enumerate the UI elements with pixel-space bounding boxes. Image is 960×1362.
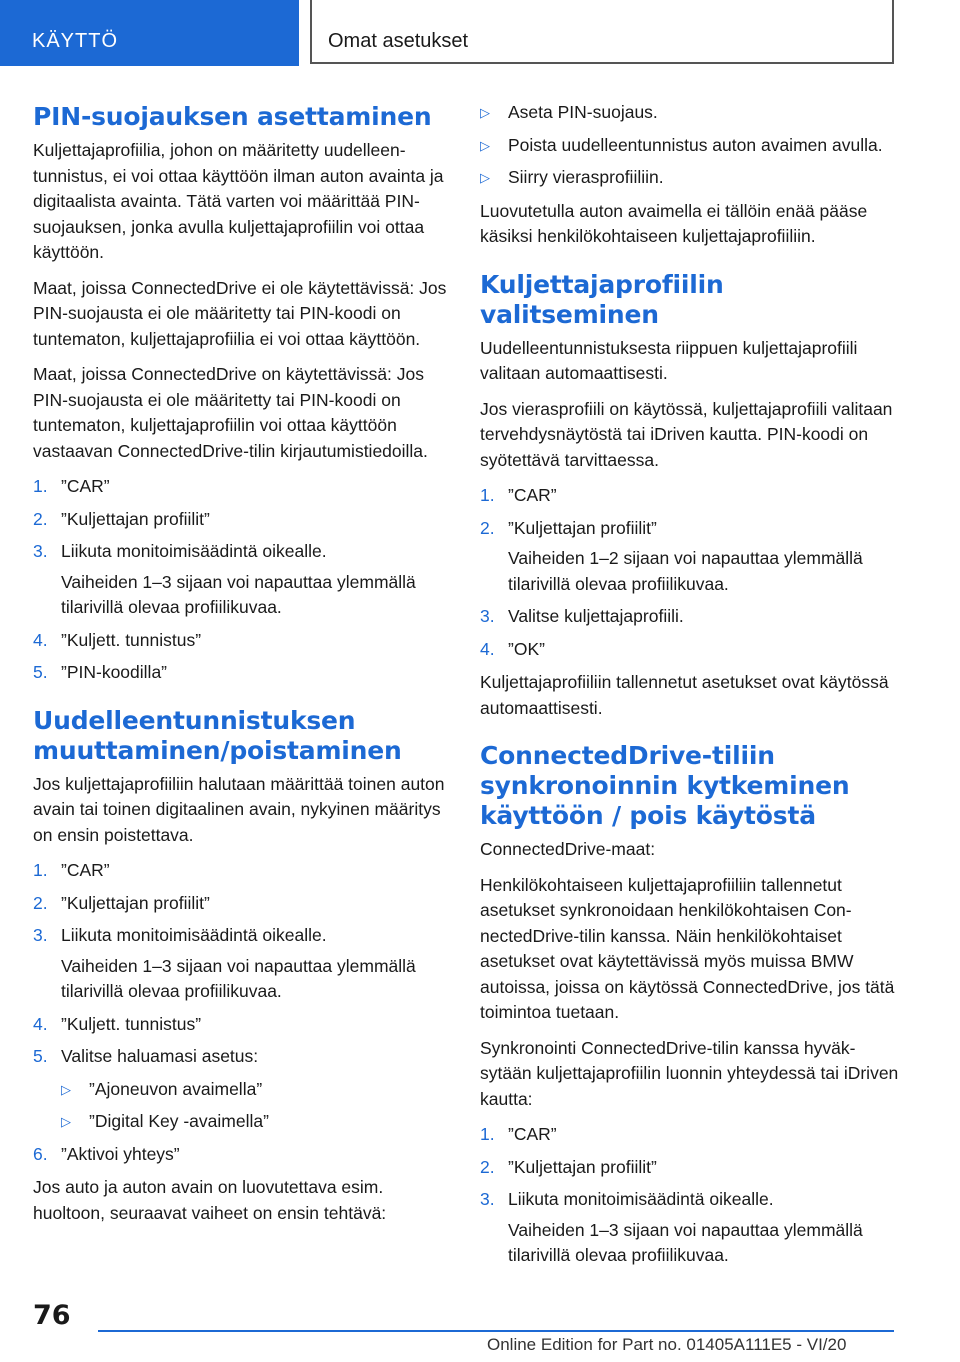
- step-text: ”Kuljett. tunnistus”: [61, 629, 202, 650]
- list-item: [480, 604, 900, 630]
- paragraph: Jos auto ja auton avain on luovutettava esim. huoltoon, seuraavat vaiheet on ensin tehtävä:: [33, 1177, 387, 1223]
- list-item: [33, 858, 453, 884]
- list-item: [480, 133, 900, 159]
- page-header: [0, 0, 960, 66]
- step-note: Vaiheiden 1–3 sijaan voi napauttaa ylemmällä tilarivillä olevaa profiilikuvaa.: [61, 571, 416, 617]
- step-text: ”Kuljettajan profiilit”: [61, 892, 210, 913]
- paragraph: Luovutetulla auton avaimella ei tällöin enää pääse käsiksi henkilökohtaiseen kuljettajaprofiiliin.: [480, 200, 868, 246]
- heading-connecteddrive-sync: ConnectedDrive-tiliin synkronoinnin kytkeminen käyttöön / pois käytöstä: [480, 741, 850, 830]
- left-column: [33, 102, 453, 1236]
- paragraph: Uudelleentunnistuksesta riippuen kuljettajaprofiili valitaan automaattisesti.: [480, 337, 858, 383]
- step-number: 4.: [33, 629, 48, 650]
- step-number: 5.: [33, 1046, 48, 1066]
- step-text: ”PIN-koodilla”: [61, 662, 167, 682]
- triangle-bullet-icon: ▷: [480, 170, 490, 185]
- list-item: [480, 637, 900, 663]
- footer-divider: [98, 1330, 894, 1332]
- list-item: [33, 923, 453, 949]
- step-text: ”Aktivoi yhteys”: [61, 1143, 180, 1164]
- chapter-title: Omat asetukset: [328, 30, 469, 52]
- list-item: [480, 483, 900, 509]
- step-text: Valitse kuljettajaprofiili.: [508, 606, 684, 626]
- paragraph: ConnectedDrive-maat:: [480, 839, 656, 859]
- step-text: ”CAR”: [508, 1124, 557, 1144]
- edition-note: Online Edition for Part no. 01405A111E5 - VI/20: [487, 1335, 847, 1354]
- step-text: Valitse haluamasi asetus:: [61, 1046, 259, 1066]
- step-number: 1.: [480, 1124, 495, 1144]
- heading-pin-protection: PIN-suojauksen asettaminen: [33, 102, 432, 131]
- sub-list-item: [33, 1109, 453, 1135]
- list-item: [33, 539, 453, 565]
- steps-list: [33, 474, 453, 686]
- triangle-bullet-icon: ▷: [61, 1081, 71, 1097]
- step-number: 6.: [33, 1143, 48, 1164]
- step-number: 3.: [480, 1189, 495, 1209]
- paragraph: Jos vierasprofiili on käytössä, kuljettajaprofiili valitaan tervehdysnäytöstä tai iDriven kautta. PIN-koodi on syötettävä tarvittaessa.: [480, 398, 893, 470]
- page-number: 76: [33, 1300, 71, 1331]
- step-number: 2.: [33, 508, 48, 529]
- heading-reidentification: Uudelleentunnistuksen muuttaminen/poistaminen: [33, 705, 402, 765]
- list-item: [480, 165, 900, 191]
- step-note: Vaiheiden 1–3 sijaan voi napauttaa ylemmällä tilarivillä olevaa profiilikuvaa.: [508, 1219, 863, 1265]
- list-item: [33, 1012, 453, 1038]
- step-text: ”Kuljettajan profiilit”: [61, 508, 210, 529]
- bullet-list: [480, 100, 900, 191]
- step-text: Liikuta monitoimisäädintä oikealle.: [61, 925, 327, 945]
- list-item: [33, 1044, 453, 1070]
- list-item: [33, 628, 453, 654]
- step-number: 4.: [480, 638, 495, 659]
- list-item: [480, 1122, 900, 1148]
- triangle-bullet-icon: ▷: [480, 137, 490, 153]
- step-number: 2.: [480, 517, 495, 538]
- step-text: Liikuta monitoimisäädintä oikealle.: [508, 1189, 774, 1209]
- steps-list: [480, 483, 900, 662]
- steps-list: [33, 858, 453, 1167]
- heading-select-profile: Kuljettajaprofiilin valitseminen: [480, 269, 724, 329]
- list-item: [480, 516, 900, 542]
- step-number: 2.: [480, 1156, 495, 1177]
- step-text: Liikuta monitoimisäädintä oikealle.: [61, 541, 327, 561]
- chapter-tab: [310, 0, 894, 64]
- step-number: 3.: [480, 606, 495, 626]
- step-note: Vaiheiden 1–2 sijaan voi napauttaa ylemmällä tilarivillä olevaa profiilikuvaa.: [508, 548, 863, 594]
- step-text: ”Kuljettajan profiilit”: [508, 1156, 657, 1177]
- list-item: [33, 891, 453, 917]
- list-item: [480, 1155, 900, 1181]
- paragraph: Synkronointi ConnectedDrive-tilin kanssa hyväksytään kuljettajaprofiilin luonnin yhteydessä tai iDriven kautta:: [480, 1037, 899, 1109]
- paragraph: Maat, joissa ConnectedDrive ei ole käytettävissä: Jos PIN-suojausta ei ole määritetty tai PIN-koodi on tuntematon, kuljettajaprofiilia ei voi ottaa käyttöön.: [33, 277, 447, 349]
- sub-list-item: [33, 1077, 453, 1103]
- triangle-bullet-icon: ▷: [480, 105, 490, 120]
- step-number: 1.: [33, 860, 48, 880]
- list-item: [33, 474, 453, 500]
- paragraph: Henkilökohtaiseen kuljettajaprofiiliin tallennetut asetukset synkronoidaan henkilökohtaisen ConnectedDrive-tilin kanssa. Näin henkilökohtaiset asetukset ovat käytettävissä myös muissa BMW autoissa, joissa on käytössä ConnectedDrive, jos tätä toimintoa tuetaan.: [480, 874, 895, 1022]
- step-number: 5.: [33, 662, 48, 682]
- step-number: 1.: [33, 476, 48, 496]
- step-text: ”CAR”: [61, 860, 110, 880]
- step-number: 3.: [33, 925, 48, 945]
- list-item: [480, 1187, 900, 1213]
- step-text: ”CAR”: [508, 485, 557, 505]
- section-title: KÄYTTÖ: [32, 30, 119, 52]
- step-number: 3.: [33, 541, 48, 561]
- list-item: [33, 507, 453, 533]
- list-item: [480, 100, 900, 126]
- step-number: 4.: [33, 1013, 48, 1034]
- step-number: 2.: [33, 892, 48, 913]
- paragraph: Kuljettajaprofiiliin tallennetut asetukset ovat käytössä automaattisesti.: [480, 672, 889, 718]
- triangle-bullet-icon: ▷: [61, 1114, 71, 1129]
- paragraph: Kuljettajaprofiilia, johon on määritetty uudelleentunnistus, ei voi ottaa käyttöön ilman auton avainta ja digitaalista avainta. Tätä varten voi määrittää PIN-suojauksen, jonka avulla kuljettajaprofiilin voi ottaa käyttöön.: [33, 140, 444, 262]
- step-text: ”Kuljett. tunnistus”: [61, 1013, 202, 1034]
- list-item: [33, 660, 453, 686]
- step-text: ”CAR”: [61, 476, 110, 496]
- step-text: ”OK”: [508, 638, 545, 659]
- list-item: [33, 1142, 453, 1168]
- step-number: 1.: [480, 485, 495, 505]
- bullet-text: Siirry vierasprofiiliin.: [508, 167, 664, 187]
- paragraph: Jos kuljettajaprofiiliin halutaan määrittää toinen auton avain tai toinen digitaalinen avain, nykyinen määritys on ensin poistettava.: [33, 773, 445, 845]
- bullet-text: Poista uudelleentunnistus auton avaimen avulla.: [508, 134, 883, 155]
- right-column: [480, 100, 900, 1277]
- step-text: ”Kuljettajan profiilit”: [508, 517, 657, 538]
- sub-item-text: ”Digital Key -avaimella”: [89, 1111, 269, 1131]
- sub-item-text: ”Ajoneuvon avaimella”: [89, 1078, 263, 1099]
- steps-list: [480, 1122, 900, 1269]
- paragraph: Maat, joissa ConnectedDrive on käytettävissä: Jos PIN-suojausta ei ole määritetty tai PIN-koodi on tuntematon, kuljettajaprofiilin voi ottaa käyttöön vastaavan ConnectedDrive-tilin kirjautumistiedoilla.: [33, 364, 428, 461]
- step-note: Vaiheiden 1–3 sijaan voi napauttaa ylemmällä tilarivillä olevaa profiilikuvaa.: [61, 955, 416, 1001]
- section-tab: [0, 0, 299, 66]
- bullet-text: Aseta PIN-suojaus.: [508, 102, 658, 122]
